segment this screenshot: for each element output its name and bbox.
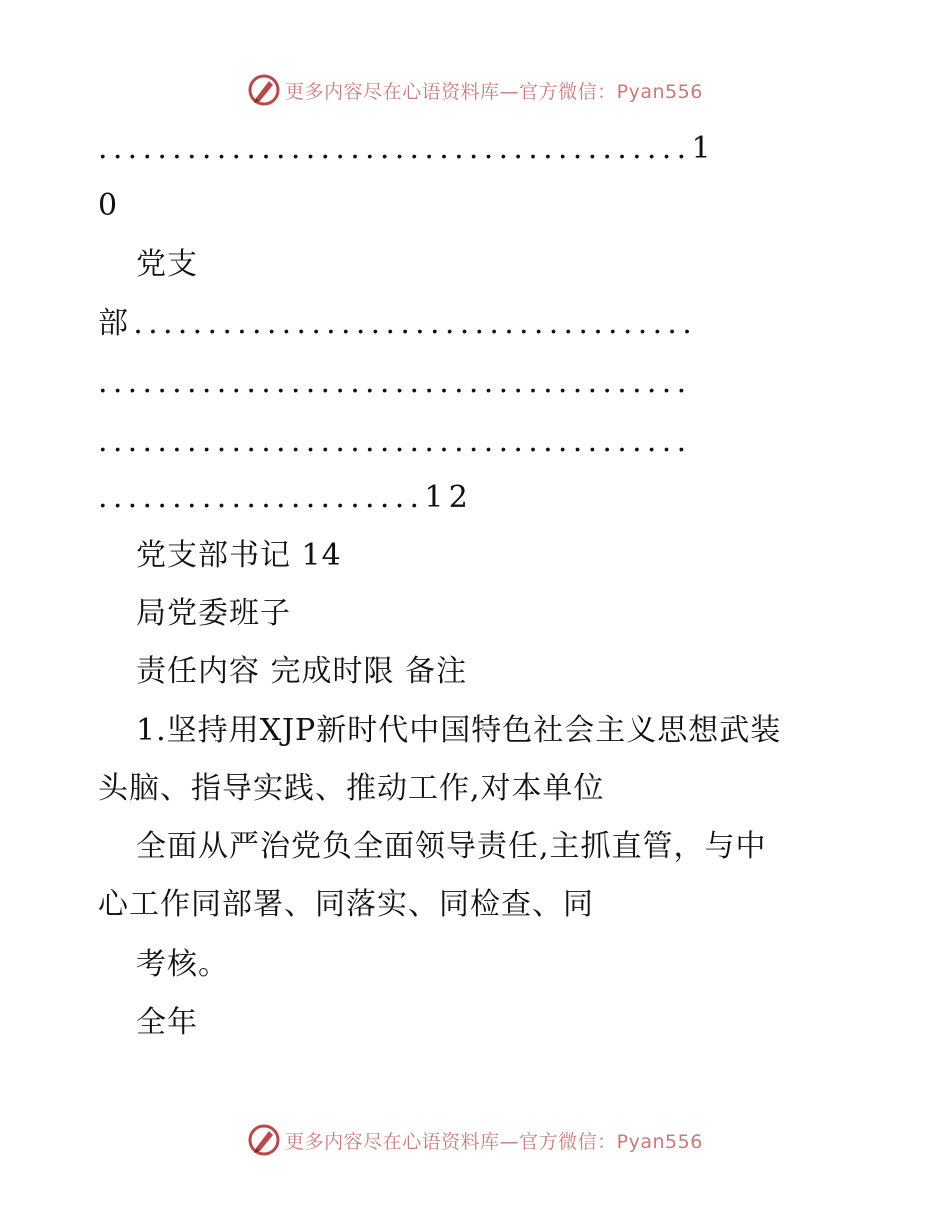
watermark-text: 更多内容尽在心语资料库—官方微信：Pyan556 [285, 1130, 703, 1153]
toc-dot-leader-line: 部...................................... [98, 306, 698, 341]
header-watermark [0, 70, 950, 110]
body-paragraph-line: 全年 [136, 1005, 198, 1040]
pen-logo-icon [247, 1123, 281, 1157]
body-paragraph-line: 考核。 [136, 947, 229, 982]
section-heading-party-committee: 局党委班子 [136, 596, 291, 631]
watermark-text: 更多内容尽在心语资料库—官方微信：Pyan556 [285, 80, 703, 103]
body-paragraph-line: 心工作同部署、同落实、同检查、同 [98, 887, 594, 922]
footer-watermark [0, 1120, 950, 1160]
body-paragraph-line: 头脑、指导实践、推动工作,对本单位 [98, 771, 605, 806]
pen-logo-icon [247, 73, 281, 107]
toc-dot-leader-line: ......................12 [98, 480, 474, 515]
body-paragraph-line: 1.坚持用XJP新时代中国特色社会主义思想武装 [136, 713, 782, 748]
toc-dot-leader-line: ........................................1 [98, 131, 716, 166]
body-paragraph-line: 全面从严治党负全面领导责任,主抓直管，与中 [136, 829, 767, 864]
toc-dot-leader-line: ........................................ [98, 365, 692, 400]
toc-page-number-continuation: 0 [98, 188, 119, 223]
toc-dot-leader-line: ........................................ [98, 424, 692, 459]
table-header-row: 责任内容 完成时限 备注 [136, 654, 468, 689]
toc-entry-party-branch: 党支 [136, 247, 198, 282]
toc-entry-branch-secretary: 党支部书记 14 [136, 538, 342, 573]
